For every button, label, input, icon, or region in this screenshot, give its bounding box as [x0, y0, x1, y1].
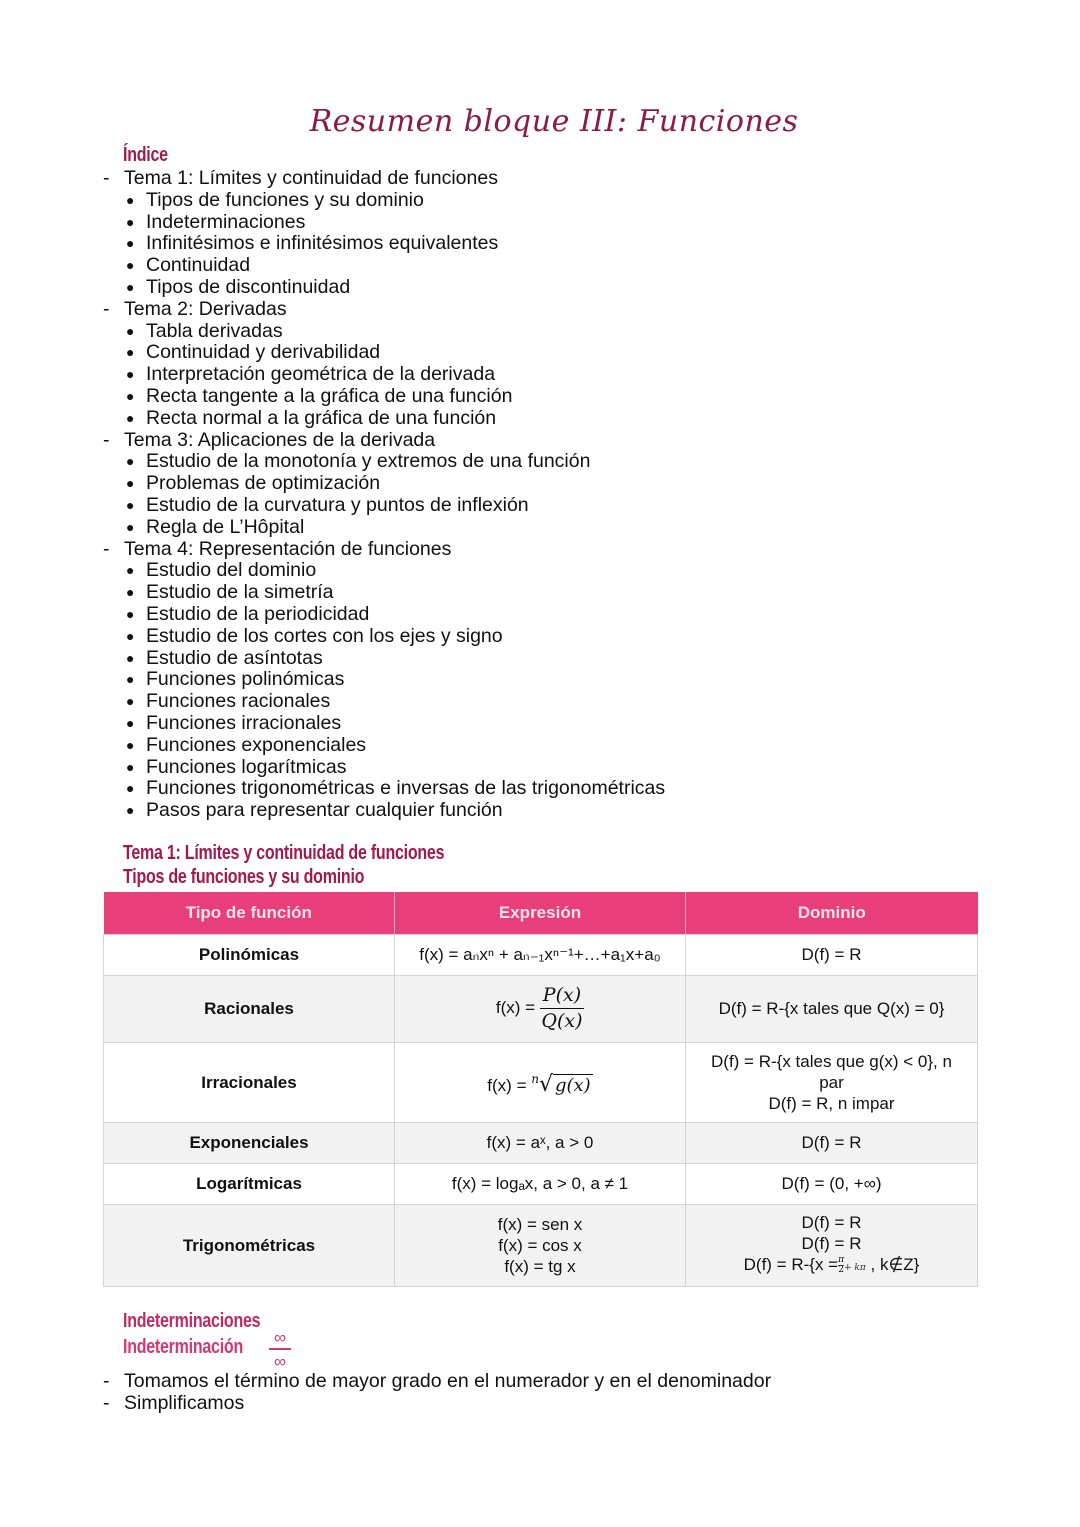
- table-row: [104, 1042, 978, 1122]
- cell-tipo: Trigonométricas: [104, 1204, 395, 1286]
- step-item: - Simplificamos: [103, 1391, 245, 1414]
- index-heading: Índice: [123, 144, 168, 166]
- bullet-icon: ●: [126, 693, 135, 710]
- bullet-icon: ●: [126, 235, 135, 252]
- cell-tipo: Polinómicas: [104, 934, 395, 975]
- bullet-icon: ●: [126, 627, 135, 644]
- infinity-icon: ∞: [273, 1352, 287, 1371]
- toc-item: ● Estudio de la simetría: [126, 581, 334, 604]
- toc-tema-1: - Tema 1: Límites y continuidad de funciones: [103, 167, 498, 189]
- cell-dominio: D(f) = R-{x tales que Q(x) = 0}: [686, 975, 978, 1042]
- section-heading-tema-1: Tema 1: Límites y continuidad de funciones: [123, 842, 445, 864]
- toc-tema-2: - Tema 2: Derivadas: [103, 297, 287, 320]
- bullet-icon: ●: [126, 802, 135, 819]
- toc-item: ● Estudio de asíntotas: [126, 646, 323, 669]
- cell-dominio: D(f) = R: [686, 1122, 978, 1163]
- radical-icon: √: [538, 1071, 553, 1097]
- bullet-icon: ●: [126, 453, 135, 470]
- table-row: [104, 1122, 978, 1163]
- infinity-icon: ∞: [273, 1328, 287, 1347]
- toc-item: ● Estudio del dominio: [126, 559, 317, 582]
- bullet-icon: ●: [126, 191, 135, 208]
- page-title: Resumen bloque III: Funciones: [309, 104, 799, 139]
- bullet-icon: ●: [126, 714, 135, 731]
- indeterminacion-subheading: Indeterminación: [123, 1336, 243, 1358]
- toc-item: ● Interpretación geométrica de la derivada: [126, 363, 496, 386]
- toc-item: ● Recta normal a la gráfica de una función: [126, 406, 497, 429]
- cell-dominio: D(f) = R-{x tales que g(x) < 0}, n par D(f) = R, n impar: [686, 1042, 978, 1122]
- toc-item: ● Recta tangente a la gráfica de una función: [126, 384, 513, 407]
- fraction-bar: [269, 1348, 291, 1350]
- dash-marker: -: [103, 1370, 110, 1392]
- header-dominio: Dominio: [686, 892, 978, 934]
- toc-item: ● Estudio de la periodicidad: [126, 602, 370, 625]
- toc-item: ● Tabla derivadas: [126, 319, 283, 342]
- toc-item: ● Estudio de la monotonía y extremos de una función: [126, 450, 591, 473]
- bullet-icon: ●: [126, 496, 135, 513]
- bullet-icon: ●: [126, 562, 135, 579]
- bullet-icon: ●: [126, 257, 135, 274]
- dash-marker: -: [103, 297, 110, 320]
- bullet-icon: ●: [126, 409, 135, 426]
- toc-item: ● Tipos de discontinuidad: [126, 275, 351, 298]
- toc-tema-3: - Tema 3: Aplicaciones de la derivada: [103, 428, 436, 451]
- bullet-icon: ●: [126, 366, 135, 383]
- fraction: $\frac{P(x)}{Q(x)}$: [541, 984, 583, 1032]
- cell-expresion: f(x) = $\frac{P(x)}{Q(x)}$: [395, 975, 686, 1042]
- toc-item: ● Tipos de funciones y su dominio: [126, 188, 424, 211]
- section-subheading-tipos: Tipos de funciones y su dominio: [123, 866, 365, 888]
- toc-item: ● Funciones irracionales: [126, 711, 342, 734]
- header-expresion: Expresión: [395, 892, 686, 934]
- cell-tipo: Logarítmicas: [104, 1163, 395, 1204]
- cell-dominio: D(f) = R D(f) = R D(f) = R-{x = $\frac{\pi}{2}+ k\pi$ , k∉Z}: [686, 1204, 978, 1286]
- bullet-icon: ●: [126, 605, 135, 622]
- toc-item: ● Continuidad: [126, 254, 251, 277]
- step-item: - Tomamos el término de mayor grado en el numerador y en el denominador: [103, 1370, 772, 1392]
- bullet-icon: ●: [126, 475, 135, 492]
- dash-marker: -: [103, 1391, 110, 1414]
- bullet-icon: ●: [126, 649, 135, 666]
- fraction: $\frac{\pi}{2}$: [838, 1254, 845, 1275]
- bullet-icon: ●: [126, 322, 135, 339]
- cell-expresion: f(x) = $^n$√ g(x): [395, 1042, 686, 1122]
- table-row: [104, 975, 978, 1042]
- table-row: [104, 1163, 978, 1204]
- function-domain-table: [103, 892, 978, 1287]
- table-of-contents: [100, 168, 800, 822]
- bullet-icon: ●: [126, 584, 135, 601]
- cell-expresion: f(x) = aₙxⁿ + aₙ₋₁xⁿ⁻¹+…+a₁x+a₀: [395, 934, 686, 975]
- cell-tipo: Exponenciales: [104, 1122, 395, 1163]
- header-tipo: Tipo de función: [104, 892, 395, 934]
- table-row: [104, 1204, 978, 1286]
- indeterminacion-steps: [100, 1371, 771, 1415]
- bullet-icon: ●: [126, 344, 135, 361]
- toc-item: ● Funciones racionales: [126, 690, 331, 713]
- cell-tipo: Racionales: [104, 975, 395, 1042]
- bullet-icon: ●: [126, 736, 135, 753]
- bullet-icon: ●: [126, 387, 135, 404]
- toc-item: ● Estudio de la curvatura y puntos de inflexión: [126, 493, 529, 516]
- toc-item: ● Pasos para representar cualquier función: [126, 799, 503, 822]
- bullet-icon: ●: [126, 278, 135, 295]
- toc-item: ● Funciones exponenciales: [126, 733, 367, 756]
- indeterminaciones-heading: Indeterminaciones: [123, 1310, 261, 1332]
- bullet-icon: ●: [126, 213, 135, 230]
- toc-item: ● Regla de L’Hôpital: [126, 515, 305, 538]
- toc-item: ● Indeterminaciones: [126, 210, 306, 233]
- toc-item: ● Infinitésimos e infinitésimos equivalentes: [126, 232, 499, 255]
- cell-dominio: D(f) = (0, +∞): [686, 1163, 978, 1204]
- dash-marker: -: [103, 428, 110, 451]
- toc-item: ● Continuidad y derivabilidad: [126, 341, 381, 364]
- bullet-icon: ●: [126, 758, 135, 775]
- toc-item: ● Funciones logarítmicas: [126, 755, 347, 778]
- toc-item: ● Estudio de los cortes con los ejes y signo: [126, 624, 503, 647]
- toc-item: ● Funciones polinómicas: [126, 668, 345, 691]
- bullet-icon: ●: [126, 671, 135, 688]
- toc-tema-4: - Tema 4: Representación de funciones: [103, 537, 452, 560]
- cell-expresion: f(x) = sen x f(x) = cos x f(x) = tg x: [395, 1204, 686, 1286]
- bullet-icon: ●: [126, 780, 135, 797]
- cell-tipo: Irracionales: [104, 1042, 395, 1122]
- toc-item: ● Funciones trigonométricas e inversas de las trigonométricas: [126, 777, 666, 800]
- bullet-icon: ●: [126, 518, 135, 535]
- nth-root: $^n$√ g(x): [531, 1071, 591, 1097]
- toc-item: ● Problemas de optimización: [126, 472, 381, 495]
- table-header-row: [104, 892, 978, 934]
- dash-marker: -: [103, 167, 110, 189]
- dash-marker: -: [103, 537, 110, 560]
- cell-dominio: D(f) = R: [686, 934, 978, 975]
- cell-expresion: f(x) = logₐx, a > 0, a ≠ 1: [395, 1163, 686, 1204]
- infinity-over-infinity: [269, 1330, 291, 1369]
- table-row: [104, 934, 978, 975]
- cell-expresion: f(x) = aˣ, a > 0: [395, 1122, 686, 1163]
